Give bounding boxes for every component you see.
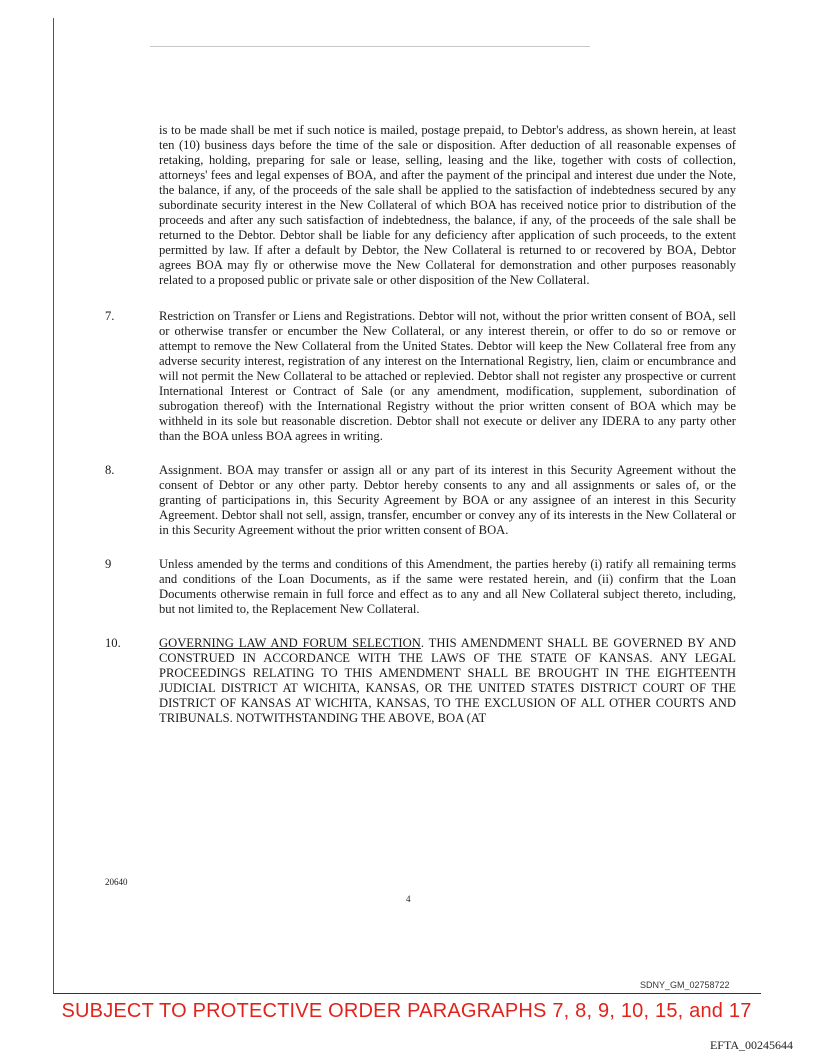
- section-10: [105, 636, 736, 726]
- section-9: [105, 557, 736, 617]
- section-number: 7.: [105, 309, 115, 323]
- section-text: Restriction on Transfer or Liens and Registrations. Debtor will not, without the prior written consent of BOA, sell or otherwise transfer or encumber the New Collateral, or any interest therein, or offer to do so or remove or attempt to remove the New Collateral from the United States. Debtor will keep the New Collateral free from any adverse security interest, registration of any interest on the International Registry, lien, claim or encumbrance and will not permit the New Collateral to be attached or replevied. Debtor shall not register any prospective or current International Interest or Contract of Sale (or any amendment, modification, supplement, subordination of subrogation thereof) with the International Registry without the prior written consent of BOA which may be withheld in its sole but reasonable discretion. Debtor shall not execute or deliver any IDERA to any party other than the BOA unless BOA agrees in writing.: [159, 309, 736, 443]
- bottom-rule: [53, 993, 761, 994]
- footer-doc-code: 20640: [105, 877, 128, 887]
- section-body: . THIS AMENDMENT SHALL BE GOVERNED BY AND CONSTRUED IN ACCORDANCE WITH THE LAWS OF THE STATE OF KANSAS. ANY LEGAL PROCEEDINGS RELATING TO THIS AMENDMENT SHALL BE BROUGHT IN THE EIGHTEENTH JUDICIAL DISTRICT AT WICHITA, KANSAS, OR THE UNITED STATES DISTRICT COURT OF THE DISTRICT OF KANSAS AT WICHITA, KANSAS, TO THE EXCLUSION OF ALL OTHER COURTS AND TRIBUNALS. NOTWITHSTANDING THE ABOVE, BOA (AT: [159, 636, 736, 725]
- section-text: Unless amended by the terms and conditions of this Amendment, the parties hereby (i) ratify all remaining terms and conditions of the Loan Documents, as if the same were restated herein, and (ii) confirm that the Loan Documents otherwise remain in full force and effect as to any and all New Collateral subject thereto, including, but not limited to, the Replacement New Collateral.: [159, 557, 736, 616]
- section-8: [105, 463, 736, 538]
- section-number: 10.: [105, 636, 121, 650]
- page-number: 4: [406, 894, 411, 904]
- section-text: [159, 636, 736, 726]
- section-number: 8.: [105, 463, 115, 477]
- bates-number: SDNY_GM_02758722: [640, 980, 730, 990]
- section-number: 9: [105, 557, 112, 571]
- top-faint-rule: [150, 46, 590, 47]
- section-7: [105, 309, 736, 444]
- left-margin-rule: [53, 18, 54, 993]
- efta-number: EFTA_00245644: [709, 1038, 793, 1052]
- section-text: Assignment. BOA may transfer or assign all or any part of its interest in this Security Agreement without the consent of Debtor or any other party. Debtor hereby consents to any and all assignments or sales of, or the granting of participations in, this Security Agreement by BOA or any assignee of an interest in this Security Agreement. Debtor shall not sell, assign, transfer, encumber or convey any of its interests in the New Collateral or in this Security Agreement without the prior written consent of BOA.: [159, 463, 736, 537]
- section-heading: GOVERNING LAW AND FORUM SELECTION: [159, 636, 421, 650]
- document-body: [105, 123, 736, 745]
- protective-order-banner: SUBJECT TO PROTECTIVE ORDER PARAGRAPHS 7, 8, 9, 10, 15, and 17: [61, 1000, 752, 1022]
- continued-paragraph: is to be made shall be met if such notice is mailed, postage prepaid, to Debtor's address, as shown herein, at least ten (10) business days before the time of the sale or disposition. After deduction of all reasonable expenses of retaking, holding, preparing for sale or lease, selling, leasing and the like, together with costs of collection, attorneys' fees and legal expenses of BOA, and after the payment of the principal and interest due under the Note, the balance, if any, of the proceeds of the sale shall be applied to the satisfaction of indebtedness secured by any subordinate security interest in the New Collateral of which BOA has received notice prior to distribution of the proceeds and after any such satisfaction of indebtedness, the balance, if any, of the proceeds of the sale shall be returned to the Debtor. Debtor shall be liable for any deficiency after application of such proceeds, to the extent permitted by law. If after a default by Debtor, the New Collateral is returned to or recovered by BOA, Debtor agrees BOA may fly or otherwise move the New Collateral for demonstration and other purposes reasonably related to a proposed public or private sale or other disposition of the New Collateral.: [159, 123, 736, 287]
